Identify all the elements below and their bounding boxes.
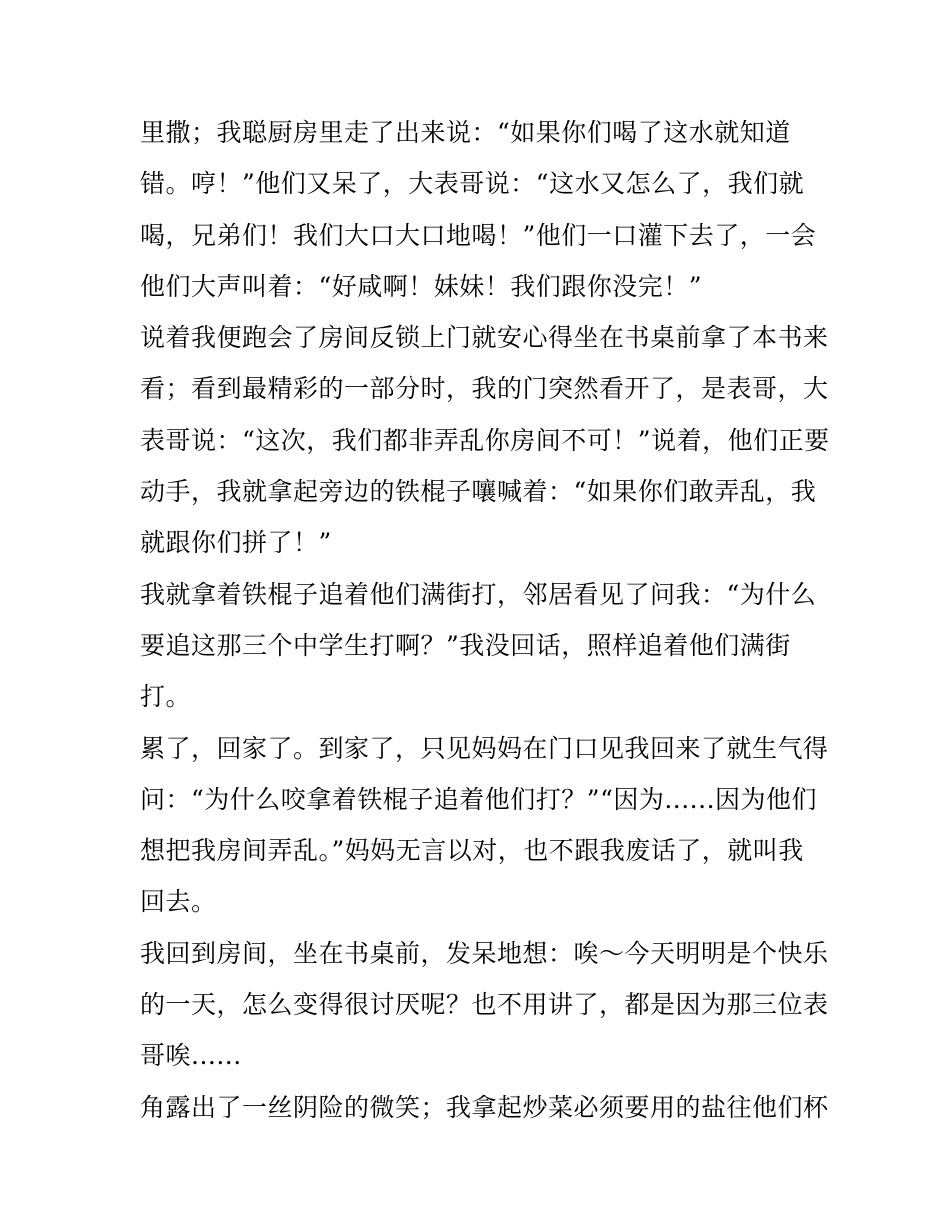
text-line: 问：“为什么咬拿着铁棍子追着他们打？”“因为......因为他们 xyxy=(140,784,818,814)
text-line: 错。哼！”他们又呆了，大表哥说：“这水又怎么了，我们就 xyxy=(140,169,805,199)
text-line: 打。 xyxy=(140,682,192,712)
text-line: 我就拿着铁棍子追着他们满街打，邻居看见了问我：“为什么 xyxy=(140,579,817,609)
text-line: 喝，兄弟们！我们大口大口地喝！”他们一口灌下去了，一会 xyxy=(140,220,817,250)
text-line: 我回到房间，坐在书桌前，发呆地想：唉～今天明明是个快乐 xyxy=(140,938,829,968)
text-line: 里撒；我聪厨房里走了出来说：“如果你们喝了这水就知道 xyxy=(140,118,791,147)
text-line: 想把我房间弄乱。”妈妈无言以对，也不跟我废话了，就叫我 xyxy=(140,836,804,866)
text-line: 就跟你们拼了！” xyxy=(140,528,332,558)
text-line: 哥唉...... xyxy=(140,1041,242,1071)
text-line: 的一天，怎么变得很讨厌呢？也不用讲了，都是因为那三位表 xyxy=(140,990,829,1020)
text-line: 说着我便跑会了房间反锁上门就安心得坐在书桌前拿了本书来 xyxy=(140,323,829,353)
text-line: 回去。 xyxy=(140,887,217,917)
text-line: 动手，我就拿起旁边的铁棍子嚷喊着：“如果你们敢弄乱，我 xyxy=(140,477,817,507)
text-line: 累了，回家了。到家了，只见妈妈在门口见我回来了就生气得 xyxy=(140,733,829,763)
text-line: 他们大声叫着：“好咸啊！妹妹！我们跟你没完！” xyxy=(140,271,703,301)
text-line: 表哥说：“这次，我们都非弄乱你房间不可！”说着，他们正要 xyxy=(140,425,830,455)
document-body xyxy=(140,107,830,1133)
text-line: 看；看到最精彩的一部分时，我的门突然看开了，是表哥，大 xyxy=(140,374,829,404)
text-line: 要追这那三个中学生打啊？”我没回话，照样追着他们满街 xyxy=(140,630,791,660)
text-line: 角露出了一丝阴险的微笑；我拿起炒菜必须要用的盐往他们杯 xyxy=(140,1092,829,1122)
